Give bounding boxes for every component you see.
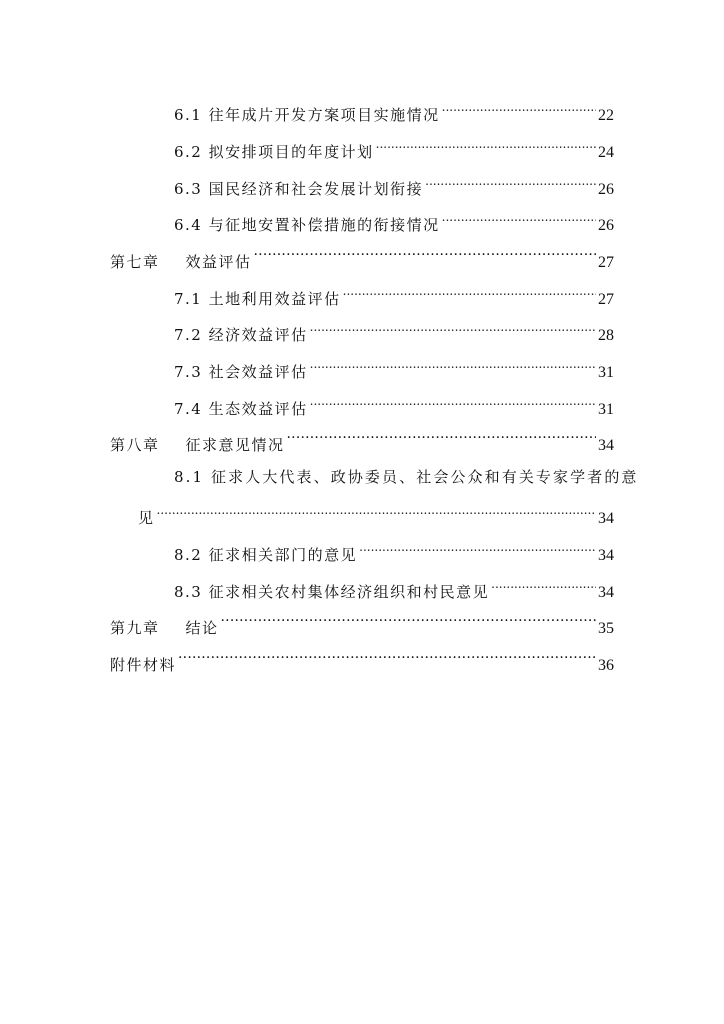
toc-page-number: 34 [598, 510, 614, 527]
toc-entry-8-3[interactable] [174, 577, 614, 603]
dot-leader [310, 394, 596, 414]
toc-entry-8-1-continued[interactable] [138, 503, 614, 529]
toc-entry-6-2[interactable] [174, 137, 614, 163]
dot-leader [157, 503, 596, 523]
toc-entry-label: 6.1 往年成片开发方案项目实施情况 [174, 106, 440, 124]
toc-page-number: 27 [598, 254, 614, 271]
toc-entry-appendix[interactable] [110, 650, 614, 676]
dot-leader [359, 540, 596, 560]
dot-leader [178, 650, 596, 670]
toc-page-number: 27 [598, 291, 614, 308]
toc-page-number: 31 [598, 401, 614, 418]
toc-entry-6-1[interactable] [174, 100, 614, 126]
dot-leader [310, 320, 596, 340]
dot-leader [343, 284, 596, 304]
toc-chapter-number: 第九章 [110, 619, 160, 637]
toc-entry-7-4[interactable] [174, 394, 614, 420]
dot-leader [442, 210, 596, 230]
toc-page-number: 34 [598, 547, 614, 564]
dot-leader [442, 100, 596, 120]
toc-page-number: 26 [598, 181, 614, 198]
toc-entry-6-4[interactable] [174, 210, 614, 236]
toc-entry-label: 7.1 土地利用效益评估 [174, 290, 341, 308]
toc-entry-label: 8.1 征求人大代表、政协委员、社会公众和有关专家学者的意 [174, 468, 639, 486]
toc-entry-label: 8.2 征求相关部门的意见 [174, 546, 358, 564]
toc-page-number: 31 [598, 364, 614, 381]
toc-chapter-8[interactable] [110, 430, 614, 456]
toc-chapter-7[interactable] [110, 247, 614, 273]
toc-entry-8-2[interactable] [174, 540, 614, 566]
toc-page-number: 34 [598, 437, 614, 454]
toc-chapter-title: 结论 [185, 619, 219, 637]
dot-leader [221, 613, 596, 633]
toc-entry-7-2[interactable] [174, 320, 614, 346]
dot-leader [254, 247, 596, 267]
toc-page-number: 36 [598, 657, 614, 674]
dot-leader [310, 357, 596, 377]
toc-page-number: 22 [598, 107, 614, 124]
toc-chapter-title: 征求意见情况 [185, 436, 285, 454]
toc-entry-7-1[interactable] [174, 284, 614, 310]
toc-entry-label: 6.2 拟安排项目的年度计划 [174, 143, 374, 161]
toc-chapter-number: 第七章 [110, 253, 160, 271]
toc-entry-label: 7.3 社会效益评估 [174, 363, 308, 381]
toc-entry-label: 7.4 生态效益评估 [174, 400, 308, 418]
toc-page-number: 34 [598, 584, 614, 601]
toc-entry-label: 7.2 经济效益评估 [174, 326, 308, 344]
toc-entry-label: 8.3 征求相关农村集体经济组织和村民意见 [174, 583, 490, 601]
toc-entry-label: 见 [138, 509, 155, 527]
dot-leader [376, 137, 596, 157]
toc-entry-label: 6.3 国民经济和社会发展计划衔接 [174, 180, 424, 198]
toc-entry-6-3[interactable] [174, 174, 614, 200]
toc-chapter-title: 附件材料 [110, 656, 177, 674]
toc-entry-label: 6.4 与征地安置补偿措施的衔接情况 [174, 216, 440, 234]
toc-page-number: 24 [598, 144, 614, 161]
toc-page-number: 28 [598, 327, 614, 344]
toc-entry-7-3[interactable] [174, 357, 614, 383]
toc-entry-8-1[interactable] [174, 467, 639, 487]
dot-leader [425, 174, 596, 194]
toc-chapter-number: 第八章 [110, 436, 160, 454]
dot-leader [491, 577, 596, 597]
toc-chapter-title: 效益评估 [185, 253, 252, 271]
toc-page-number: 26 [598, 217, 614, 234]
dot-leader [287, 430, 596, 450]
toc-chapter-9[interactable] [110, 613, 614, 639]
toc-page-number: 35 [598, 620, 614, 637]
